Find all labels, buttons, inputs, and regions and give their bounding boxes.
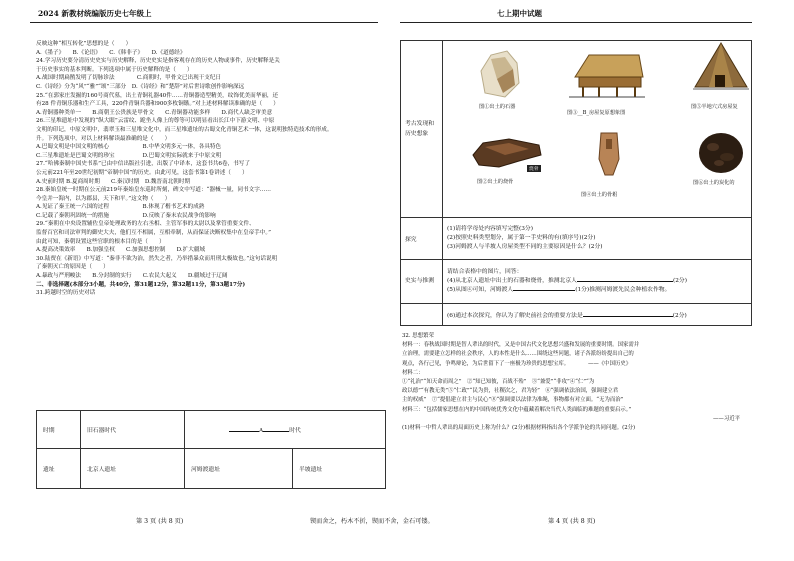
- reflection-cell: [443, 304, 752, 326]
- q32-block: [402, 332, 754, 433]
- q-line: A.暴政与严刑峻法 B.分封制的实行 C.农民大起义 D.疆域过于辽阔: [36, 273, 228, 280]
- q-line: A.战国时期扁鹊发明了切脉诊法 C.商朝时，甲骨文已出现干支纪日: [36, 75, 222, 82]
- caption-carbonized-rice: 图⑥出土的炭化的: [693, 180, 735, 186]
- q31-table: [36, 410, 386, 489]
- explore-line: (1)请将学母处内容填写完整(3分): [447, 226, 533, 232]
- q-line: 反映这种“相互转化”思想的是（ ）: [36, 41, 132, 47]
- caption-stilt-house: 图③__B_房屋复原想象图: [567, 110, 626, 116]
- right-header-title: 七上期中试题: [497, 9, 542, 18]
- reflection-text: (6)通过本次探究，你认为了解史前社会的重要方法是: [447, 313, 583, 319]
- q-line: 公元前221年至20世纪初期“帝制中国”的历史。由此可见，这套书第1卷讲述（ ）: [36, 169, 248, 176]
- q-line: A.史前时期 B.夏商周时期 C.秦汉时期 D.魏晋南北朝时期: [36, 178, 191, 185]
- period-blank-cell: [185, 411, 386, 449]
- artifact-images-cell: [443, 41, 752, 218]
- explore-line: (3)河姆渡人与半坡人房屋类型不同的主要原因是什么？(2分): [447, 244, 603, 250]
- question-line: (1)材料一中哲人辈出的局面历史上称为什么？(2分)根据材料指出各个学派争论的共同问题。(2分): [402, 425, 636, 432]
- site-banpo: 半坡遗址: [293, 449, 386, 489]
- answer-blank[interactable]: [577, 281, 673, 282]
- q-line: 有28 件青铜乐器和生产工具，220件青铜兵器和900多枚铜镞。”对上述材料解读准确的是（ ）: [36, 101, 279, 108]
- q-line: 了秦朝灭亡的原因是（ ）: [36, 264, 109, 271]
- caption-stone-tool: 图①出土的石器: [479, 104, 516, 110]
- material-line: 主的权威” ⑦“提倡建立君主与民心”⑧“强调要以法律为准绳，事物都有对立面。“无为而治”: [402, 397, 624, 404]
- answer-blank[interactable]: [583, 316, 673, 317]
- row-label-facts: 史实与推测: [401, 260, 443, 304]
- material-line: 材料三：“包括儒家思想在内的中国传统优秀文化中蕴藏着解决当代人类面临的难题的重要启示。”: [402, 406, 632, 413]
- facts-line: [447, 286, 750, 295]
- site-peking-man: 北京人遗址: [81, 449, 185, 489]
- q-line: 今皇并一海内，以为郡县，天下和平。”这文物（ ）: [36, 195, 171, 202]
- q-line: 24.学习历史要分清历史史实与历史解释，历史史实是指客观存在的历史人物或事件，历史解释是关: [36, 58, 280, 65]
- bone-spade-image: [595, 129, 623, 179]
- material2-title: 材料二：: [402, 369, 424, 376]
- q32-title: 32. 思想繁荣: [402, 333, 434, 339]
- blank-line[interactable]: [263, 431, 289, 432]
- q-line: C.《诗经》分为“风”“雅”“颂”三部分 D.《诗经》和“楚辞”对后世诗歌创作影响深远: [36, 83, 245, 90]
- section-title: 二、非选择题(本部分3小题，共40分，第31题12分，第32题11分，第33题17分): [36, 281, 246, 288]
- q-line: 升。下列选项中，对以上材料解读最准确的是（ ）: [36, 135, 171, 142]
- burnt-bone-tag: 烧骨: [529, 167, 539, 172]
- q-line: 25.“在郭家庄发掘的160号商代墓，出土青铜礼器40件……青铜器造型精美，纹饰优美而华丽，还: [36, 92, 279, 99]
- q-line: A.提高决策效率 B.加强皇权 C.加强思想控制 D.扩大疆域: [36, 247, 206, 254]
- q-line: A.见证了秦王统一六国的过程 B.体现了楷书艺术的成熟: [36, 204, 205, 211]
- right-page-number: 第 4 页 (共 8 页): [548, 518, 596, 525]
- pit-house-image: [693, 41, 749, 97]
- q-line: 28.秦始皇统一时期在公元前219年秦始皇东巡时所刻，碑文中写道：“器械一量，同书文字……: [36, 187, 271, 194]
- reflection-score: (2分): [672, 313, 687, 319]
- blank-line[interactable]: [229, 431, 259, 432]
- archaeology-table: [400, 40, 752, 326]
- stilt-house-image: [569, 51, 645, 99]
- answer-blank[interactable]: [513, 290, 575, 291]
- q-line: 26.三星堆遗址中发现的“纵大眼”云雷纹、跪坐人像上的尊等可以明显看出长江中下游文明、中原: [36, 118, 275, 125]
- q-line: 于历史事实的基本判断。下列选项中属于历史解释的是（ ）: [36, 66, 193, 73]
- q-line: A.《墨子》 B.《论语》 C.《韩非子》 D.《道德经》: [36, 49, 186, 56]
- site-hemudu: 河姆渡遗址: [185, 449, 293, 489]
- row-label-text: 考古发现和历史想象: [405, 121, 434, 137]
- q-line: 监督百官和司法审判的御史大夫，他们互不相属，互相牵制，从而保证决断权集中在皇帝手中。”: [36, 230, 271, 237]
- q-line: 由此可知，秦朝设置这些官职的根本目的是（ ）: [36, 238, 165, 245]
- caption-burnt-bone: 图②出土的烧骨: [477, 179, 514, 185]
- facts-line: 请结合表格中的图片，回答：: [447, 269, 523, 275]
- site-label: 遗址: [37, 449, 81, 489]
- artifact-grid: [443, 41, 751, 217]
- caption-pit-house: 图⑤半地穴式房屋复: [691, 104, 738, 110]
- facts-line: [447, 277, 750, 286]
- period-suffix: 时代: [289, 428, 301, 434]
- q-line: 文明的印记，中原文明中，翡翠玉和三星堆文化中，而三星堆遗址的古蜀文化青铜艺术一体，这说明独特造技术的形成。: [36, 126, 333, 133]
- stone-tool-image: [477, 49, 523, 99]
- row-label-explore: 探究: [401, 218, 443, 260]
- q-line: C.记载了秦朝巩固统一的措施 D.反映了秦末农民战争的影响: [36, 212, 216, 219]
- q-line: 30.陆贾在《新语》中写道：“秦非不欲为治，然失之者，乃举措暴众而用刑太极故也。”这句话说明: [36, 255, 278, 262]
- row-label-archaeology: [401, 41, 443, 218]
- q-line: 27.“哈佛秦制中国史书系”已由中信出版社引进，出版了中译本，这套书共6卷，书写了: [36, 161, 250, 168]
- row-label-empty: [401, 304, 443, 326]
- material-source: ——习近平: [713, 415, 740, 422]
- q-line: A.巴蜀文明是中国文明的核心 B.中华文明多元一体，各具特色: [36, 144, 222, 151]
- facts-line-text: (4)从北京人遗址中出土的石器和烧骨，推测北京人: [447, 278, 577, 284]
- material-line: 政以德”“有教无类”⑤“仁政”“民为贵，社稷次之，君为轻” ⑥“强调依法治国，强调建立君: [402, 388, 619, 395]
- period-label: 时期: [37, 411, 81, 449]
- facts-line-score: (2分): [672, 278, 687, 284]
- facts-cell: [443, 260, 752, 304]
- period-paleolithic: 旧石器时代: [81, 411, 185, 449]
- material-line: 立治理，需要建立怎样的社会秩序，人的本性是什么……围绕这些问题，诸子各派纷纷提出自己的: [402, 351, 634, 358]
- footer-motto: 锲而舍之，朽木不折，锲而不舍，金石可镂。: [310, 518, 434, 525]
- q31-title: 31.跨越时空的历史对话: [36, 290, 96, 297]
- q-line: 29.“秦朝在中央设置辅佐皇帝处理政务的左右丞相、主管军事的太尉以及掌管重要文件、: [36, 221, 255, 228]
- material-line: 材料一：春秋战国时期是智人辈出的时代，又是中国古代文化思想兴盛和发展的重要时期。国家需并: [402, 342, 640, 349]
- left-page-number: 第 3 页 (共 8 页): [136, 518, 184, 525]
- right-header-rule: [400, 22, 752, 23]
- left-header-rule: [30, 22, 378, 23]
- caption-bone-spade: 图④出土的骨耜: [581, 192, 618, 198]
- left-header-title: 2024 新教材统编版历史七年级上: [38, 9, 152, 18]
- carbonized-rice-image: [697, 129, 745, 175]
- explore-cell: [443, 218, 752, 260]
- q-line: C.三星堆遗址是巴蜀文明的珍宝 D.巴蜀文明实际就来于中原文明: [36, 152, 222, 159]
- material-line: ①“礼治”“知天命而周之” ②“知已知彼，百战不殆” ③“兼爱”“非攻”④“仁”“为: [402, 379, 595, 386]
- material-line: 观点，各行己见，争鸣辩论，为后世留下了一座极为珍贵的思想宝库。 ——《中国历史》: [402, 360, 632, 367]
- facts-line-text: (5)从图④可知，河姆渡人: [447, 287, 514, 293]
- explore-line: (2)按照史料类型划分，属于第一手史料的有(填序号)(2分): [447, 235, 596, 241]
- q-line: A.青铜器种类单一 B.商朝王公贵族是甲骨文 C.青铜器功能多样 D.商代人缺乏审美意: [36, 109, 273, 116]
- blank-letter-a: A: [259, 428, 264, 434]
- facts-line-score: (1分)推测河姆渡先民会种植农作物。: [575, 287, 671, 293]
- left-question-column: [36, 40, 386, 298]
